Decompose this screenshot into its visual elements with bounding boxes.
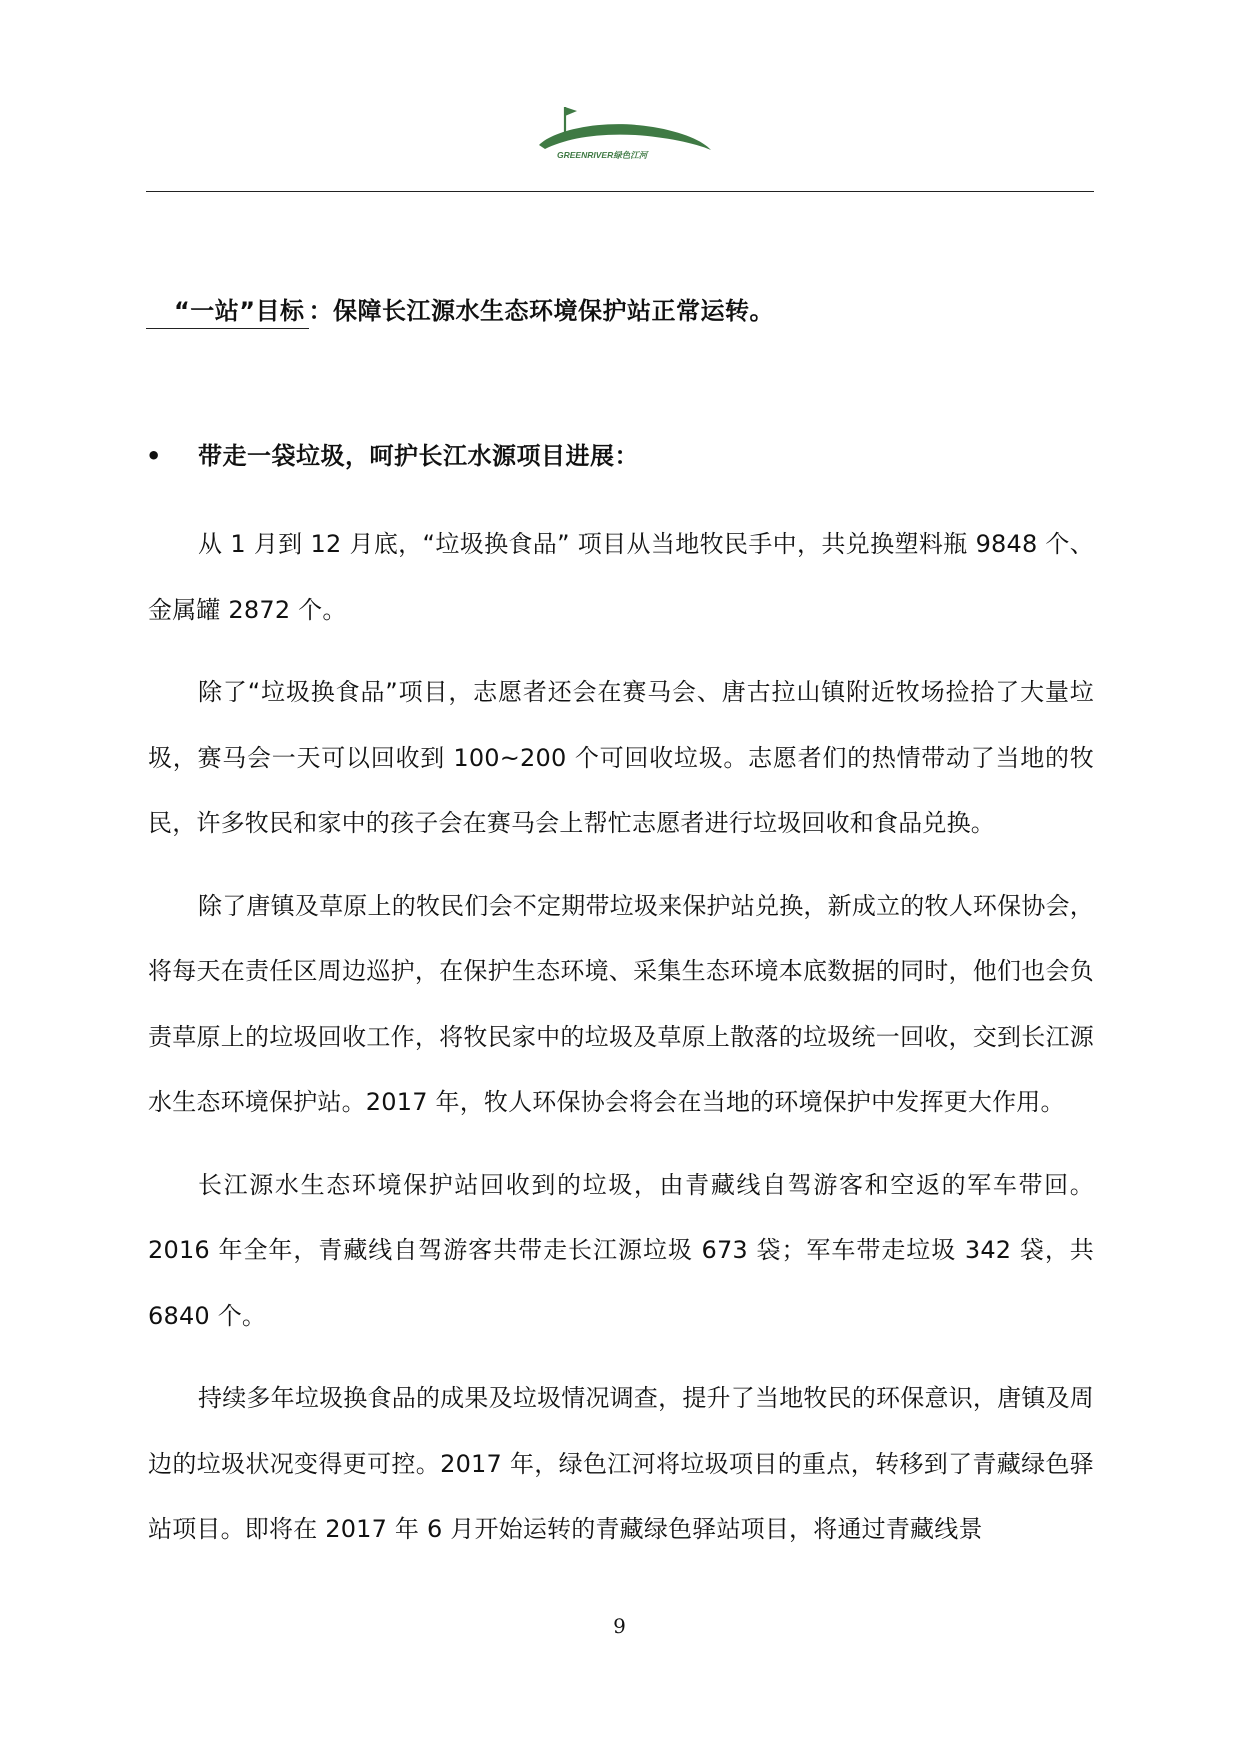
header-divider [146, 191, 1094, 192]
logo-text: GREENRIVER绿色江河 [557, 150, 648, 160]
goal-text: 保障长江源水生态环境保护站正常运转。 [333, 297, 775, 325]
page-number: 9 [613, 1614, 626, 1638]
greenriver-logo [535, 105, 715, 167]
section-heading [146, 436, 639, 471]
goal-separator: ： [308, 297, 334, 325]
paragraph: 长江源水生态环境保护站回收到的垃圾，由青藏线自驾游客和空返的军车带回。2016 年全年，青藏线自驾游客共带走长江源垃圾 673 袋；军车带走垃圾 342 袋，共 6840 个。 [148, 1170, 1094, 1330]
bullet-icon: • [146, 442, 162, 470]
goal-label: “一站”目标 [146, 291, 309, 329]
paragraph: 持续多年垃圾换食品的成果及垃圾情况调查，提升了当地牧民的环保意识，唐镇及周边的垃圾状况变得更可控。2017 年，绿色江河将垃圾项目的重点，转移到了青藏绿色驿站项目。即将在 2017 年 6 月开始运转的青藏绿色驿站项目，将通过青藏线景 [148, 1384, 1094, 1543]
section-heading-text: 带走一袋垃圾，呵护长江水源项目进展： [198, 442, 639, 470]
paragraph: 除了唐镇及草原上的牧民们会不定期带垃圾来保护站兑换，新成立的牧人环保协会，将每天在责任区周边巡护，在保护生态环境、采集生态环境本底数据的同时，他们也会负责草原上的垃圾回收工作，将牧民家中的垃圾及草原上散落的垃圾统一回收，交到长江源水生态环境保护站。2017 年，牧人环保协会将会在当地的环境保护中发挥更大作用。 [148, 891, 1094, 1116]
paragraph: 除了“垃圾换食品”项目，志愿者还会在赛马会、唐古拉山镇附近牧场捡拾了大量垃圾，赛马会一天可以回收到 100~200 个可回收垃圾。志愿者们的热情带动了当地的牧民，许多牧民和家中的孩子会在赛马会上帮忙志愿者进行垃圾回收和食品兑换。 [148, 678, 1094, 837]
goal-line [146, 291, 774, 329]
body-text [148, 512, 1094, 1580]
paragraph: 从 1 月到 12 月底，“垃圾换食品” 项目从当地牧民手中，共兑换塑料瓶 9848 个、金属罐 2872 个。 [148, 530, 1094, 624]
